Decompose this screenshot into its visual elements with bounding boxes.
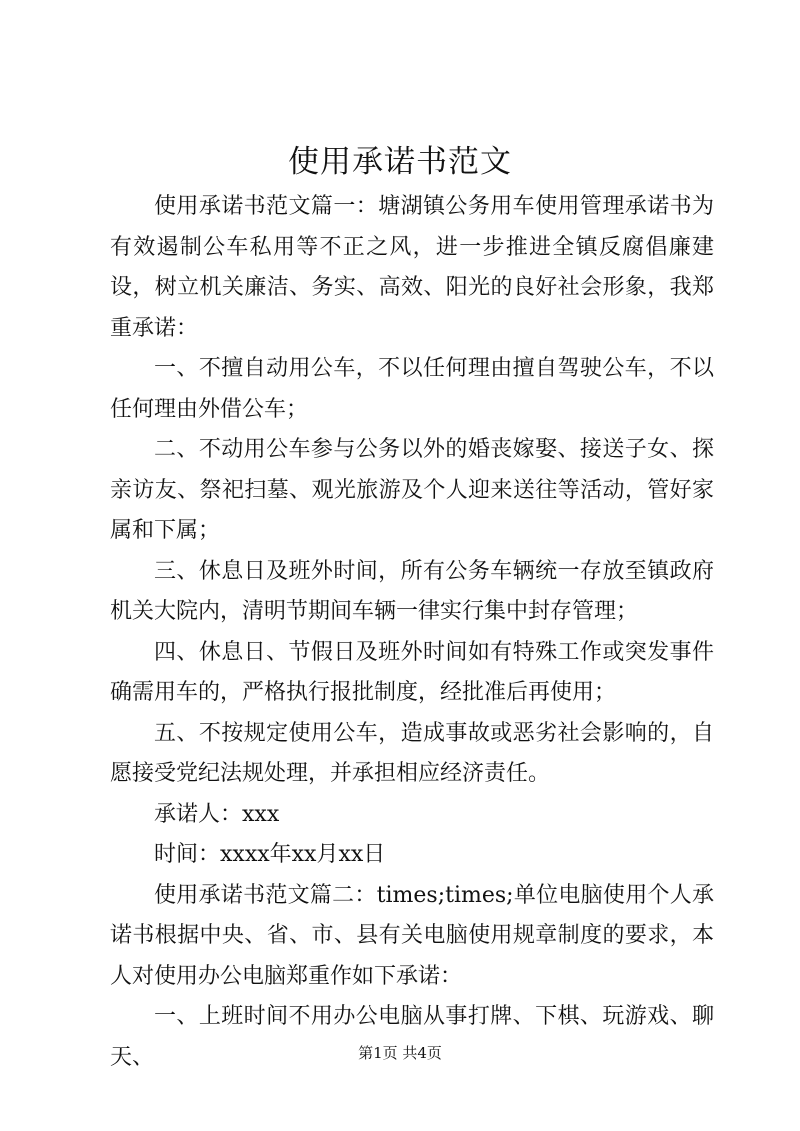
- paragraph-intro: 使用承诺书范文篇一：塘湖镇公务用车使用管理承诺书为有效遏制公车私用等不正之风，进一步推进全镇反腐倡廉建设，树立机关廉洁、务实、高效、阳光的良好社会形象，我郑重承诺：: [110, 194, 714, 341]
- paragraph-item-5: 五、不按规定使用公车，造成事故或恶劣社会影响的，自愿接受党纪法规处理，并承担相应经济责任。: [110, 720, 714, 786]
- document-title: 使用承诺书范文: [288, 144, 512, 180]
- date-line: 时间：xxxx年xx月xx日: [154, 842, 386, 867]
- paragraph-sample-2-item-1: 一、上班时间不用办公电脑从事打牌、下棋、玩游戏、聊天、: [110, 1004, 714, 1070]
- paragraph-item-1: 一、不擅自动用公车，不以任何理由擅自驾驶公车，不以任何理由外借公车；: [110, 356, 714, 422]
- paragraph-item-4: 四、休息日、节假日及班外时间如有特殊工作或突发事件确需用车的，严格执行报批制度，经批准后再使用；: [110, 639, 714, 705]
- paragraph-item-2: 二、不动用公车参与公务以外的婚丧嫁娶、接送子女、探亲访友、祭祀扫墓、观光旅游及个人迎来送往等活动，管好家属和下属；: [110, 437, 714, 543]
- document-body: [110, 187, 714, 1078]
- signatory-line: 承诺人：xxx: [154, 801, 280, 827]
- page-number-footer: 第1页 共4页: [358, 1044, 442, 1062]
- paragraph-sample-2: 使用承诺书范文篇二：times;times;单位电脑使用个人承诺书根据中央、省、市、县有关电脑使用规章制度的要求，本人对使用办公电脑郑重作如下承诺：: [110, 882, 714, 989]
- paragraph-item-3: 三、休息日及班外时间，所有公务车辆统一存放至镇政府机关大院内，清明节期间车辆一律实行集中封存管理；: [110, 558, 714, 624]
